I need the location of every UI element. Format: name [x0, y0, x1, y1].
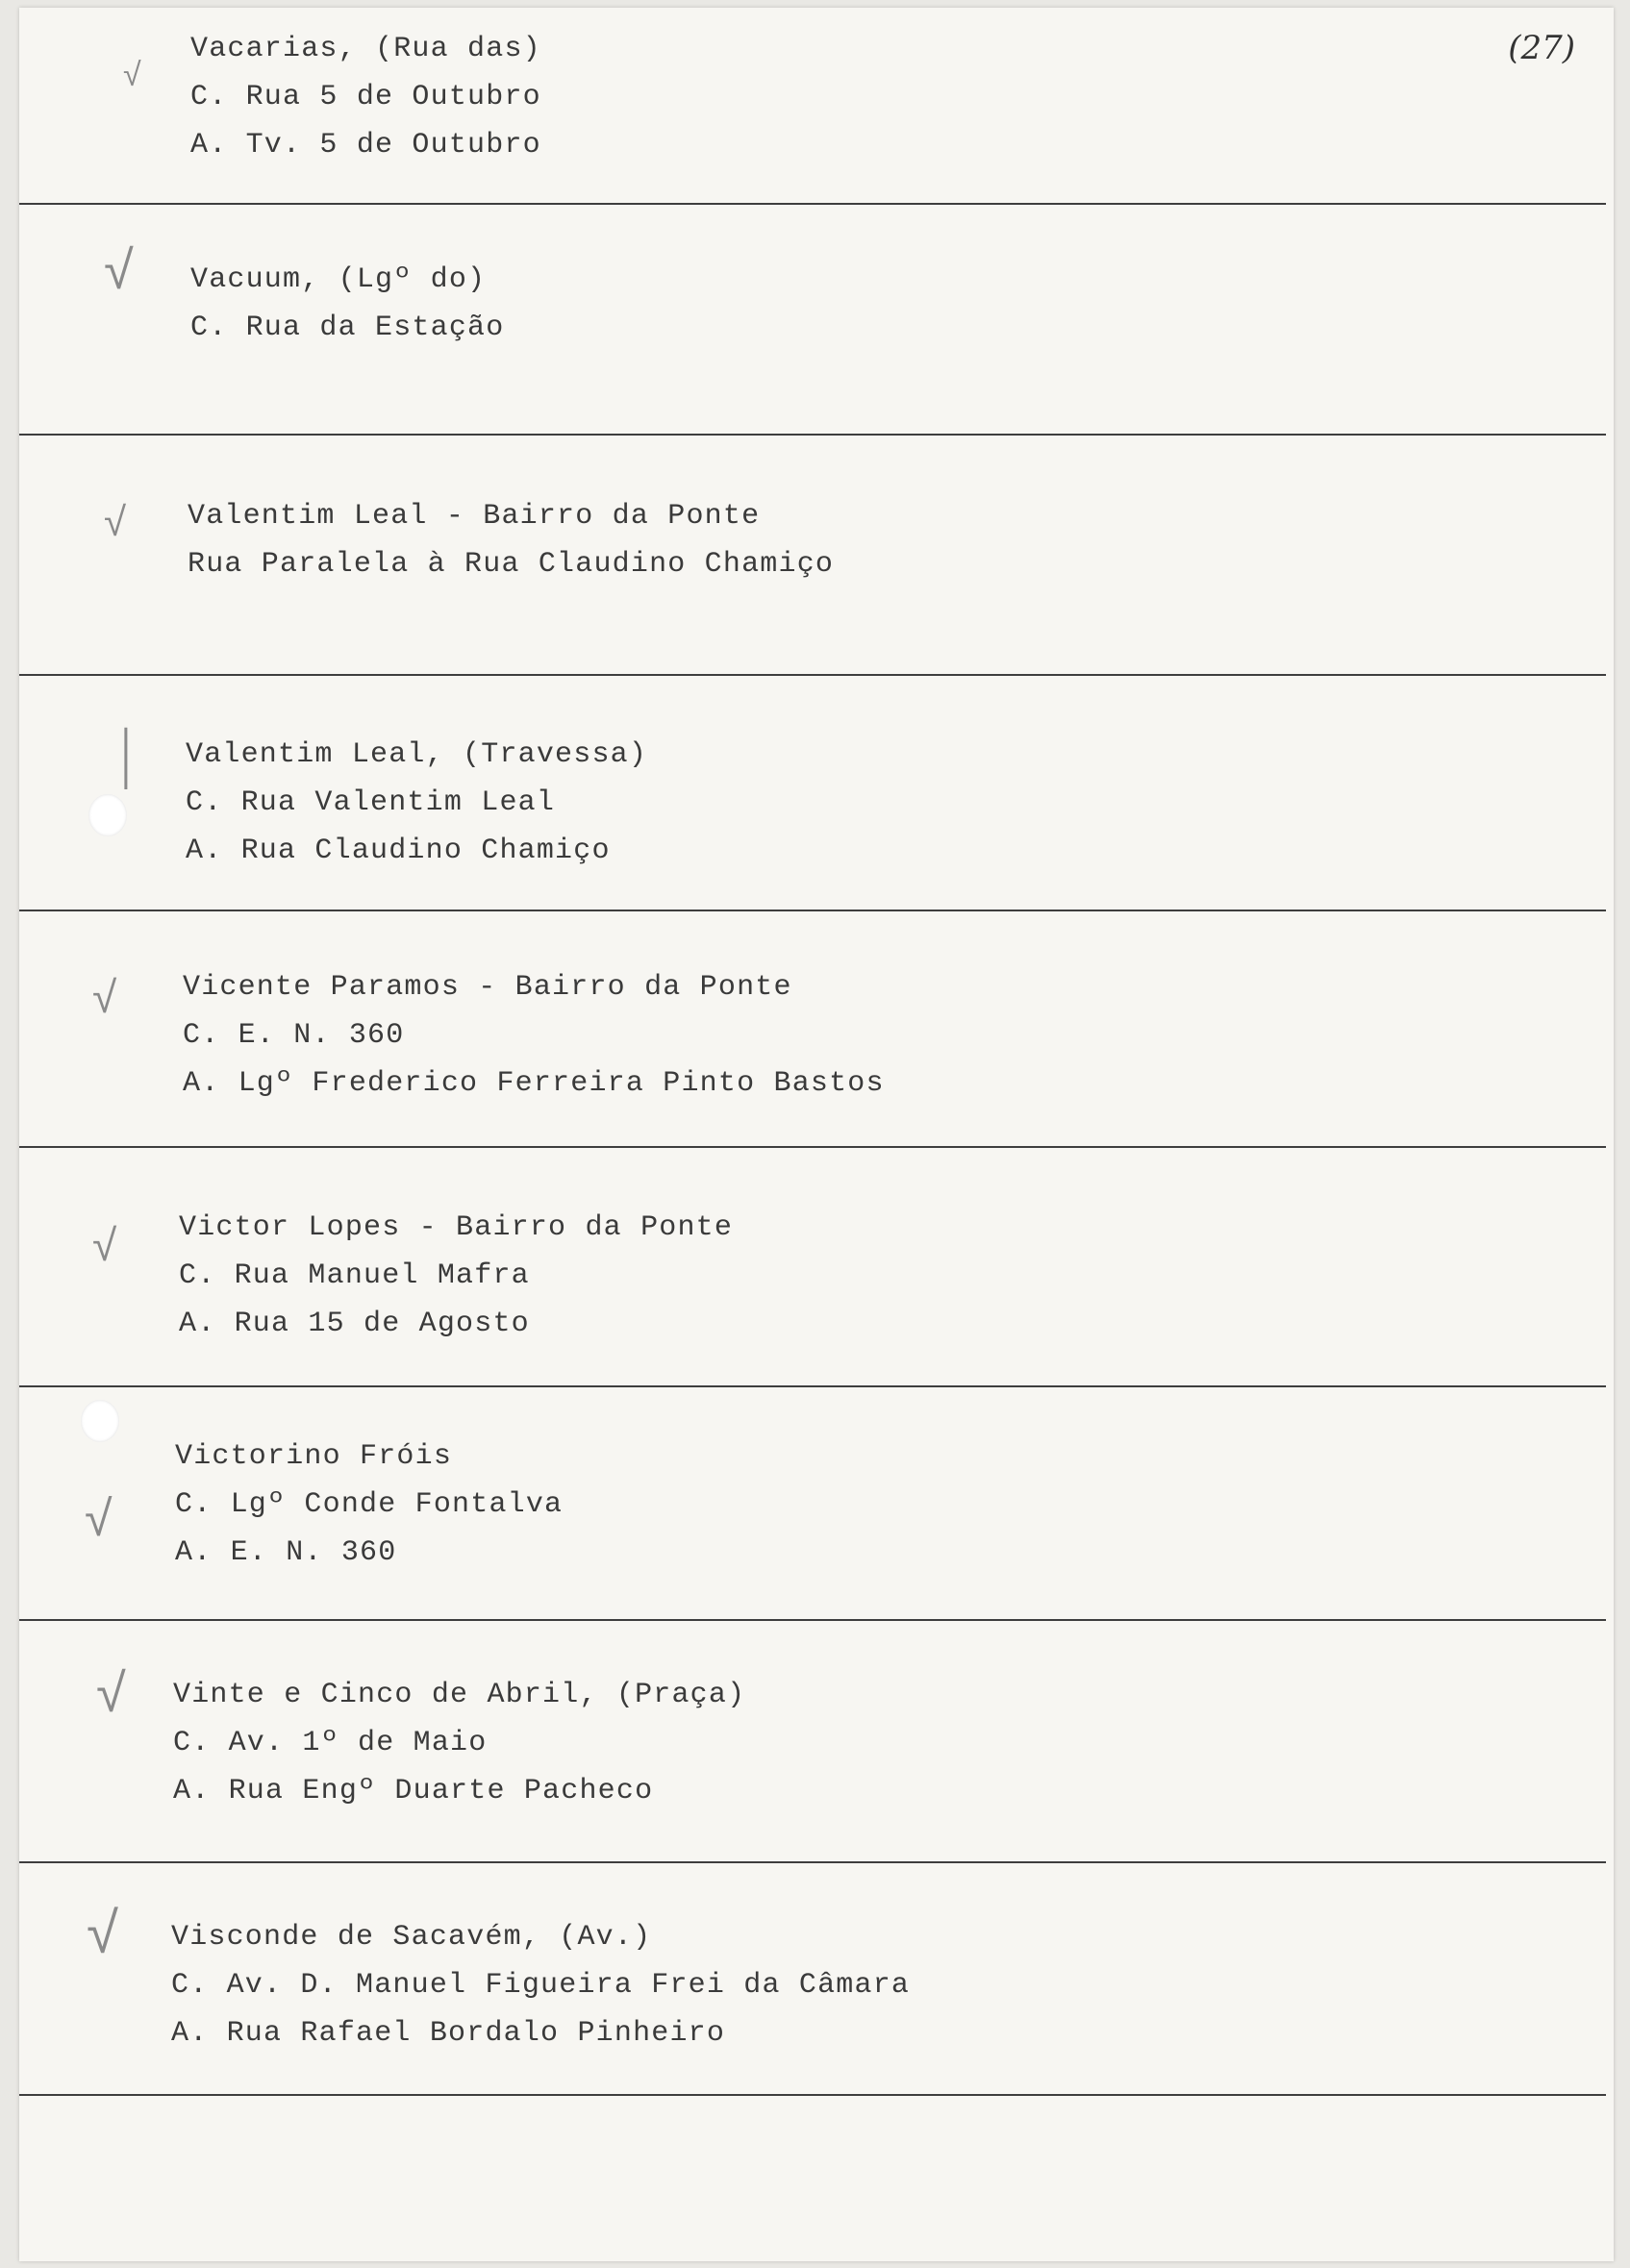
entry-title: Valentim Leal, (Travessa): [186, 738, 648, 771]
divider-line: [19, 910, 1606, 911]
punch-hole: [88, 794, 127, 836]
page-number: (27): [1508, 29, 1575, 67]
check-mark-icon: √: [104, 239, 134, 302]
entry-line: C. Rua 5 de Outubro: [190, 81, 541, 113]
entry-title: Victorino Fróis: [175, 1440, 453, 1473]
entry-line: C. Lgº Conde Fontalva: [175, 1488, 564, 1521]
entry-lines: [190, 256, 504, 352]
entry-lines: [179, 1204, 733, 1348]
divider-line: [19, 2094, 1606, 2096]
entry-lines: [188, 492, 834, 588]
check-mark-icon: √: [104, 498, 127, 545]
entry-lines: [186, 731, 647, 875]
entry-lines: [183, 963, 885, 1108]
punch-hole: [81, 1400, 119, 1442]
entry-line: A. Tv. 5 de Outubro: [190, 129, 541, 162]
entry-title: Vacuum, (Lgº do): [190, 263, 487, 296]
divider-line: [19, 203, 1606, 205]
entry-line: A. Lgº Frederico Ferreira Pinto Bastos: [183, 1067, 885, 1100]
entry-line: C. Av. D. Manuel Figueira Frei da Câmara: [171, 1969, 911, 2002]
divider-line: [19, 1146, 1606, 1148]
entry-title: Vicente Paramos - Bairro da Ponte: [183, 971, 792, 1004]
entry-line: A. E. N. 360: [175, 1536, 397, 1569]
check-mark-icon: √: [123, 56, 141, 94]
entry-lines: [171, 1913, 910, 2057]
check-mark-icon: √: [92, 971, 117, 1023]
entry-line: C. E. N. 360: [183, 1019, 405, 1052]
divider-line: [19, 674, 1606, 676]
entry-lines: [190, 25, 541, 169]
document-page: [19, 8, 1614, 2261]
entry-line: C. Rua Manuel Mafra: [179, 1259, 530, 1292]
entry-title: Victor Lopes - Bairro da Ponte: [179, 1211, 734, 1244]
entry-line: C. Rua da Estação: [190, 312, 505, 344]
entry-line: A. Rua Rafael Bordalo Pinheiro: [171, 2017, 726, 2050]
entry-title: Vacarias, (Rua das): [190, 33, 541, 65]
check-mark-icon: √: [87, 1900, 118, 1967]
divider-line: [19, 1385, 1606, 1387]
entry-lines: [175, 1433, 563, 1577]
check-mark-icon: √: [85, 1490, 113, 1548]
entry-line: Rua Paralela à Rua Claudino Chamiço: [188, 548, 835, 581]
check-mark-icon: √: [96, 1662, 126, 1725]
entry-title: Visconde de Sacavém, (Av.): [171, 1921, 652, 1954]
entry-line: A. Rua Engº Duarte Pacheco: [173, 1775, 654, 1807]
divider-line: [19, 434, 1606, 436]
entry-line: A. Rua Claudino Chamiço: [186, 835, 611, 867]
entry-title: Vinte e Cinco de Abril, (Praça): [173, 1679, 746, 1711]
entry-line: C. Av. 1º de Maio: [173, 1727, 488, 1759]
entry-title: Valentim Leal - Bairro da Ponte: [188, 500, 761, 533]
check-mark-icon: √: [92, 1219, 117, 1271]
entry-line: C. Rua Valentim Leal: [186, 786, 556, 819]
divider-line: [19, 1861, 1606, 1863]
entry-line: A. Rua 15 de Agosto: [179, 1308, 530, 1340]
divider-line: [19, 1619, 1606, 1621]
entry-lines: [173, 1671, 745, 1815]
check-mark-icon: |: [115, 719, 137, 790]
